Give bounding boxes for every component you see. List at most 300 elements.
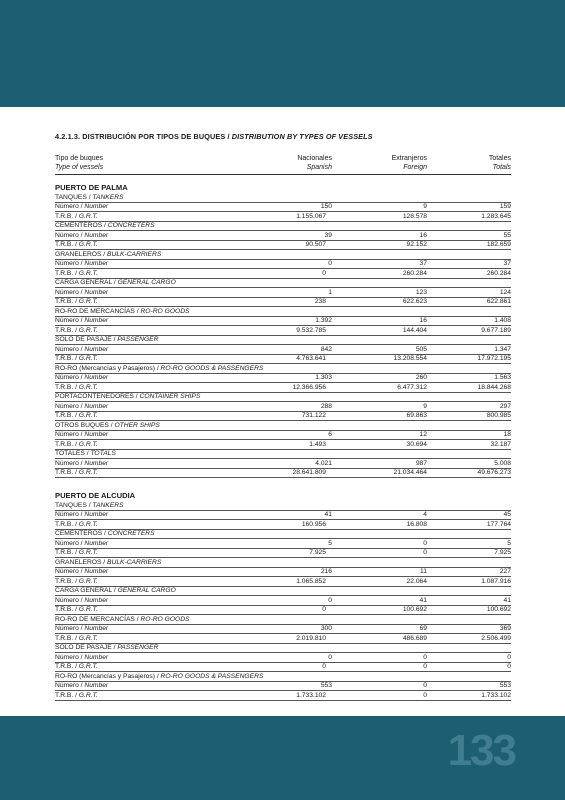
value-totales: 227 <box>499 568 511 575</box>
number-label <box>55 403 108 410</box>
number-label-en: Number <box>84 203 109 210</box>
value-extranjeros: 37 <box>419 260 427 267</box>
value-extranjeros: 100.692 <box>402 606 427 613</box>
number-label <box>55 625 108 632</box>
value-nacionales: 1.065.852 <box>296 577 326 585</box>
number-label-es: Número / <box>55 568 85 575</box>
grt-row <box>55 606 511 616</box>
value-totales: 1.283.645 <box>481 212 511 220</box>
value-nacionales: 0 <box>328 653 332 661</box>
category-label-es: RO-RO DE MERCANCÍAS / <box>55 307 141 315</box>
number-label-es: Número / <box>55 682 85 689</box>
grt-row <box>55 212 511 222</box>
value-extranjeros: 21.034.464 <box>393 469 427 476</box>
value-extranjeros: 69 <box>419 625 427 632</box>
grt-label-es: T.R.B. / <box>55 577 79 585</box>
grt-label-en: G.R.T. <box>78 634 98 642</box>
number-label-en: Number <box>84 596 109 604</box>
category-row <box>55 530 511 540</box>
category-label <box>55 222 155 229</box>
value-extranjeros: 0 <box>423 691 427 699</box>
value-totales: 37 <box>503 260 511 267</box>
category-label-en: TOTALS <box>90 450 116 457</box>
grt-label-en: G.R.T. <box>78 440 98 448</box>
value-nacionales: 5 <box>328 539 332 547</box>
value-totales: 17.972.195 <box>477 355 511 362</box>
value-totales: 1.563 <box>494 374 511 381</box>
value-extranjeros: 123 <box>415 288 427 296</box>
number-label <box>55 346 108 353</box>
category-row <box>55 193 511 203</box>
grt-row <box>55 577 511 587</box>
number-label-en: Number <box>84 625 109 632</box>
value-totales: 0 <box>507 653 511 661</box>
grt-label-en: G.R.T. <box>78 412 98 419</box>
value-nacionales: 4.021 <box>315 459 332 467</box>
number-label-es: Número / <box>55 431 85 438</box>
number-label-es: Número / <box>55 345 85 353</box>
grt-label-en: G.R.T. <box>78 326 98 334</box>
category-row <box>55 615 511 625</box>
number-label-es: Número / <box>55 260 85 267</box>
grt-label <box>55 692 98 699</box>
number-label <box>55 203 108 210</box>
category-row <box>55 250 511 260</box>
column-header-en <box>55 164 511 174</box>
value-totales: 2.506.499 <box>481 634 511 642</box>
number-row <box>55 374 511 384</box>
title-es: 4.2.1.3. DISTRIBUCIÓN POR TIPOS DE BUQUES / <box>55 132 232 141</box>
value-nacionales: 150 <box>320 203 332 210</box>
value-nacionales: 0 <box>322 606 326 613</box>
number-label-es: Número / <box>55 203 85 210</box>
value-extranjeros: 16 <box>419 317 427 324</box>
number-label-es: Número / <box>55 625 85 632</box>
value-nacionales: 0 <box>322 269 326 277</box>
grt-label-en: G.R.T. <box>78 355 98 362</box>
value-nacionales: 1.155.067 <box>296 212 326 220</box>
value-totales: 32.187 <box>490 440 511 448</box>
category-row <box>55 421 511 431</box>
number-label-es: Número / <box>55 231 85 239</box>
grt-row <box>55 691 511 701</box>
grt-row <box>55 326 511 336</box>
number-label-es: Número / <box>55 511 85 518</box>
category-label-en: RO-RO GOODS & PASSENGERS <box>160 672 264 680</box>
grt-label-es: T.R.B. / <box>55 383 79 391</box>
number-row <box>55 625 511 635</box>
top-banner <box>0 0 565 107</box>
category-label <box>55 194 124 201</box>
category-label-en: PASSENGER <box>117 644 159 651</box>
grt-label-es: T.R.B. / <box>55 355 79 362</box>
category-label <box>55 251 161 258</box>
category-label <box>55 393 200 400</box>
col-nacionales: Nacionales <box>297 155 332 162</box>
value-nacionales: 1 <box>328 288 332 296</box>
value-extranjeros: 92.152 <box>406 241 427 248</box>
grt-label-es: T.R.B. / <box>55 326 79 334</box>
number-row <box>55 459 511 469</box>
number-label-en: Number <box>84 653 109 661</box>
grt-label <box>55 578 98 585</box>
category-label-es: CEMENTEROS / <box>55 530 108 537</box>
grt-label <box>55 270 98 277</box>
value-totales: 18.844.268 <box>477 383 511 391</box>
value-totales: 177.764 <box>486 520 511 528</box>
col-extranjeros: Extranjeros <box>391 155 427 162</box>
value-nacionales: 12.366.956 <box>292 383 326 391</box>
category-label <box>55 308 190 315</box>
number-label <box>55 232 108 239</box>
number-label <box>55 260 108 267</box>
number-label-en: Number <box>84 317 109 324</box>
number-row <box>55 345 511 355</box>
value-extranjeros: 9 <box>423 203 427 210</box>
category-label <box>55 502 124 509</box>
category-label-es: RO-RO (Mercancías y Pasajeros) / <box>55 364 161 372</box>
number-label-en: Number <box>84 459 109 467</box>
value-extranjeros: 69.863 <box>406 412 427 419</box>
number-row <box>55 288 511 298</box>
number-label-en: Number <box>84 431 109 438</box>
category-label-es: CEMENTEROS / <box>55 222 108 229</box>
value-extranjeros: 0 <box>423 653 427 661</box>
category-label-es: TANQUES / <box>55 501 93 509</box>
grt-label-en: G.R.T. <box>78 663 98 670</box>
value-totales: 18 <box>503 431 511 438</box>
value-extranjeros: 22.064 <box>406 577 427 585</box>
number-row <box>55 539 511 549</box>
col-totales: Totales <box>488 155 511 162</box>
grt-label-en: G.R.T. <box>78 577 98 585</box>
number-label <box>55 568 108 575</box>
value-nacionales: 41 <box>324 511 332 518</box>
category-row <box>55 364 511 374</box>
grt-label-es: T.R.B. / <box>55 298 79 305</box>
number-label <box>55 431 108 438</box>
number-label-es: Número / <box>55 402 85 410</box>
col-type: Tipo de buques <box>55 155 103 162</box>
value-totales: 41 <box>503 596 511 604</box>
value-extranjeros: 622.623 <box>402 298 427 305</box>
number-label-es: Número / <box>55 288 85 296</box>
grt-label-es: T.R.B. / <box>55 691 79 699</box>
category-label-es: TANQUES / <box>55 193 93 201</box>
number-label-en: Number <box>84 231 109 239</box>
grt-row <box>55 520 511 530</box>
value-nacionales: 1.303 <box>315 374 332 381</box>
value-nacionales: 160.956 <box>301 520 326 528</box>
category-row <box>55 587 511 597</box>
value-extranjeros: 11 <box>420 568 427 575</box>
value-nacionales: 1.392 <box>315 317 332 324</box>
category-row <box>55 393 511 403</box>
col-totals: Totals <box>492 164 511 171</box>
grt-label-en: G.R.T. <box>78 606 98 613</box>
grt-label-es: T.R.B. / <box>55 440 79 448</box>
value-nacionales: 0 <box>322 663 326 670</box>
category-label <box>55 559 161 566</box>
grt-label-en: G.R.T. <box>78 212 98 220</box>
value-nacionales: 90.507 <box>305 241 326 248</box>
value-totales: 45 <box>503 511 511 518</box>
number-row <box>55 260 511 270</box>
value-nacionales: 4.763.641 <box>296 355 326 362</box>
category-label <box>55 279 176 286</box>
grt-label-en: G.R.T. <box>78 691 98 699</box>
grt-row <box>55 355 511 365</box>
number-label <box>55 374 108 381</box>
grt-row <box>55 663 511 673</box>
grt-label-en: G.R.T. <box>78 383 98 391</box>
grt-row <box>55 241 511 251</box>
grt-row <box>55 412 511 422</box>
number-label-en: Number <box>84 511 109 518</box>
number-row <box>55 317 511 327</box>
category-label-en: RO-RO GOODS <box>140 615 190 623</box>
number-row <box>55 203 511 213</box>
value-extranjeros: 144.404 <box>402 326 427 334</box>
grt-row <box>55 383 511 393</box>
category-label-es: SOLO DE PASAJE / <box>55 644 118 651</box>
value-totales: 800.985 <box>486 412 511 419</box>
grt-label <box>55 213 98 220</box>
value-totales: 260.284 <box>486 269 511 277</box>
table-alcudia <box>55 501 511 701</box>
value-totales: 1.347 <box>494 345 511 353</box>
page-number: 133 <box>447 726 515 775</box>
value-extranjeros: 0 <box>423 663 427 670</box>
value-totales: 622.861 <box>486 298 511 305</box>
value-extranjeros: 0 <box>423 682 427 689</box>
value-nacionales: 300 <box>320 625 332 632</box>
value-totales: 182.659 <box>486 241 511 248</box>
number-label <box>55 682 108 689</box>
value-totales: 5.008 <box>494 459 511 467</box>
number-label-es: Número / <box>55 653 85 661</box>
grt-label <box>55 635 98 642</box>
category-label-en: GENERAL CARGO <box>117 587 176 594</box>
grt-label-es: T.R.B. / <box>55 241 79 248</box>
number-label-en: Number <box>84 568 109 575</box>
number-label-en: Number <box>84 345 109 353</box>
grt-row <box>55 549 511 559</box>
value-nacionales: 553 <box>320 682 332 689</box>
category-label-es: GRANELEROS / <box>55 558 108 566</box>
grt-row <box>55 469 511 479</box>
number-label <box>55 597 108 604</box>
value-nacionales: 288 <box>320 402 332 410</box>
number-label-en: Number <box>84 288 109 296</box>
grt-label-es: T.R.B. / <box>55 520 79 528</box>
number-label-en: Number <box>84 260 109 267</box>
number-row <box>55 402 511 412</box>
value-totales: 1.087.916 <box>481 577 511 585</box>
value-extranjeros: 41 <box>419 596 427 604</box>
number-row <box>55 568 511 578</box>
value-extranjeros: 4 <box>423 511 427 518</box>
category-row <box>55 501 511 511</box>
title-en: DISTRIBUTION BY TYPES OF VESSELS <box>231 132 373 141</box>
number-label <box>55 540 108 547</box>
category-label <box>55 673 263 680</box>
grt-label <box>55 549 98 556</box>
category-label-en: BULK-CARRIERS <box>107 558 162 566</box>
grt-label-en: G.R.T. <box>78 469 98 476</box>
grt-label <box>55 469 98 476</box>
category-label-en: RO-RO GOODS <box>140 307 190 315</box>
category-row <box>55 307 511 317</box>
grt-label <box>55 384 98 391</box>
value-totales: 1.408 <box>494 317 511 324</box>
category-label-en: OTHER SHIPS <box>114 421 160 429</box>
category-label-en: TANKERS <box>92 193 124 201</box>
grt-label <box>55 327 98 334</box>
category-label <box>55 422 160 429</box>
grt-label-en: G.R.T. <box>78 298 98 305</box>
number-label-es: Número / <box>55 539 85 547</box>
category-label-en: CONCRETERS <box>107 222 155 229</box>
value-nacionales: 28.641.809 <box>292 469 326 476</box>
number-row <box>55 596 511 606</box>
value-extranjeros: 987 <box>415 459 427 467</box>
category-label-en: GENERAL CARGO <box>117 279 176 286</box>
grt-label-es: T.R.B. / <box>55 412 79 419</box>
grt-label-es: T.R.B. / <box>55 663 79 670</box>
value-totales: 159 <box>499 203 511 210</box>
number-label <box>55 289 108 296</box>
value-nacionales: 216 <box>320 568 332 575</box>
category-label-es: GRANELEROS / <box>55 250 108 258</box>
value-totales: 5 <box>507 539 511 547</box>
grt-label <box>55 355 98 362</box>
col-foreign: Foreign <box>403 164 427 171</box>
grt-row <box>55 269 511 279</box>
value-extranjeros: 9 <box>423 402 427 410</box>
grt-label-es: T.R.B. / <box>55 634 79 642</box>
page-title <box>55 132 373 141</box>
value-extranjeros: 6.477.312 <box>397 383 427 391</box>
category-row <box>55 644 511 654</box>
value-extranjeros: 128.578 <box>402 212 427 220</box>
section-title-palma: PUERTO DE PALMA <box>55 183 128 192</box>
value-extranjeros: 13.208.554 <box>393 355 427 362</box>
number-label-es: Número / <box>55 374 85 381</box>
category-label-es: OTROS BUQUES / <box>55 421 115 429</box>
col-type-en: Type of vessels <box>55 164 104 171</box>
value-nacionales: 0 <box>328 260 332 267</box>
category-row <box>55 558 511 568</box>
category-label-es: SOLO DE PASAJE / <box>55 336 118 343</box>
grt-label-es: T.R.B. / <box>55 212 79 220</box>
category-label-es: RO-RO (Mercancías y Pasajeros) / <box>55 672 161 680</box>
category-label <box>55 365 263 372</box>
grt-label-es: T.R.B. / <box>55 269 79 277</box>
value-nacionales: 1.493 <box>309 440 326 448</box>
header-divider <box>55 174 511 175</box>
grt-label-es: T.R.B. / <box>55 469 79 476</box>
value-totales: 9.677.189 <box>481 326 511 334</box>
grt-row <box>55 634 511 644</box>
grt-label <box>55 441 98 448</box>
value-extranjeros: 260.284 <box>402 269 427 277</box>
value-totales: 7.925 <box>494 549 511 556</box>
grt-label <box>55 241 98 248</box>
category-label <box>55 587 176 594</box>
value-extranjeros: 16 <box>419 231 427 239</box>
category-label <box>55 530 155 537</box>
section-title-alcudia: PUERTO DE ALCUDIA <box>55 491 136 500</box>
number-label-en: Number <box>84 539 109 547</box>
value-extranjeros: 30.694 <box>406 440 427 448</box>
value-nacionales: 731.122 <box>301 412 326 419</box>
grt-label-en: G.R.T. <box>78 269 98 277</box>
table-palma <box>55 193 511 478</box>
number-label <box>55 654 108 661</box>
category-label-en: RO-RO GOODS & PASSENGERS <box>160 364 264 372</box>
category-label-en: PASSENGER <box>117 336 159 343</box>
value-totales: 124 <box>499 288 511 296</box>
number-label-es: Número / <box>55 459 85 467</box>
grt-label-en: G.R.T. <box>78 520 98 528</box>
number-label-es: Número / <box>55 596 85 604</box>
value-totales: 553 <box>499 682 511 689</box>
category-label-en: TANKERS <box>92 501 124 509</box>
value-totales: 369 <box>499 625 511 632</box>
value-totales: 0 <box>507 663 511 670</box>
grt-label-en: G.R.T. <box>78 241 98 248</box>
grt-row <box>55 440 511 450</box>
category-row <box>55 672 511 682</box>
number-label-en: Number <box>84 374 109 381</box>
value-totales: 55 <box>503 231 511 239</box>
category-row <box>55 336 511 346</box>
grt-label <box>55 412 98 419</box>
number-row <box>55 231 511 241</box>
value-totales: 100.692 <box>486 606 511 613</box>
col-spanish: Spanish <box>306 164 332 171</box>
value-nacionales: 238 <box>314 298 326 305</box>
category-label-es: PORTACONTENEDORES / <box>55 393 140 400</box>
number-label-es: Número / <box>55 317 85 324</box>
category-label <box>55 644 158 651</box>
category-label <box>55 450 116 457</box>
value-nacionales: 1.733.102 <box>296 691 326 699</box>
value-nacionales: 6 <box>328 431 332 438</box>
value-extranjeros: 505 <box>415 345 427 353</box>
number-row <box>55 431 511 441</box>
number-label-en: Number <box>84 402 109 410</box>
value-extranjeros: 486.689 <box>402 634 427 642</box>
number-label <box>55 460 108 467</box>
value-extranjeros: 12 <box>419 431 427 438</box>
value-totales: 297 <box>499 402 511 410</box>
category-label-es: RO-RO DE MERCANCÍAS / <box>55 615 141 623</box>
category-row <box>55 222 511 232</box>
grt-label-es: T.R.B. / <box>55 606 79 613</box>
value-extranjeros: 0 <box>423 539 427 547</box>
number-row <box>55 511 511 521</box>
category-row <box>55 279 511 289</box>
number-label-en: Number <box>84 682 109 689</box>
number-label <box>55 317 108 324</box>
number-row <box>55 682 511 692</box>
value-extranjeros: 0 <box>423 549 427 556</box>
value-nacionales: 9.532.785 <box>296 326 326 334</box>
category-label-es: TOTALES / <box>55 450 91 457</box>
category-row <box>55 450 511 460</box>
